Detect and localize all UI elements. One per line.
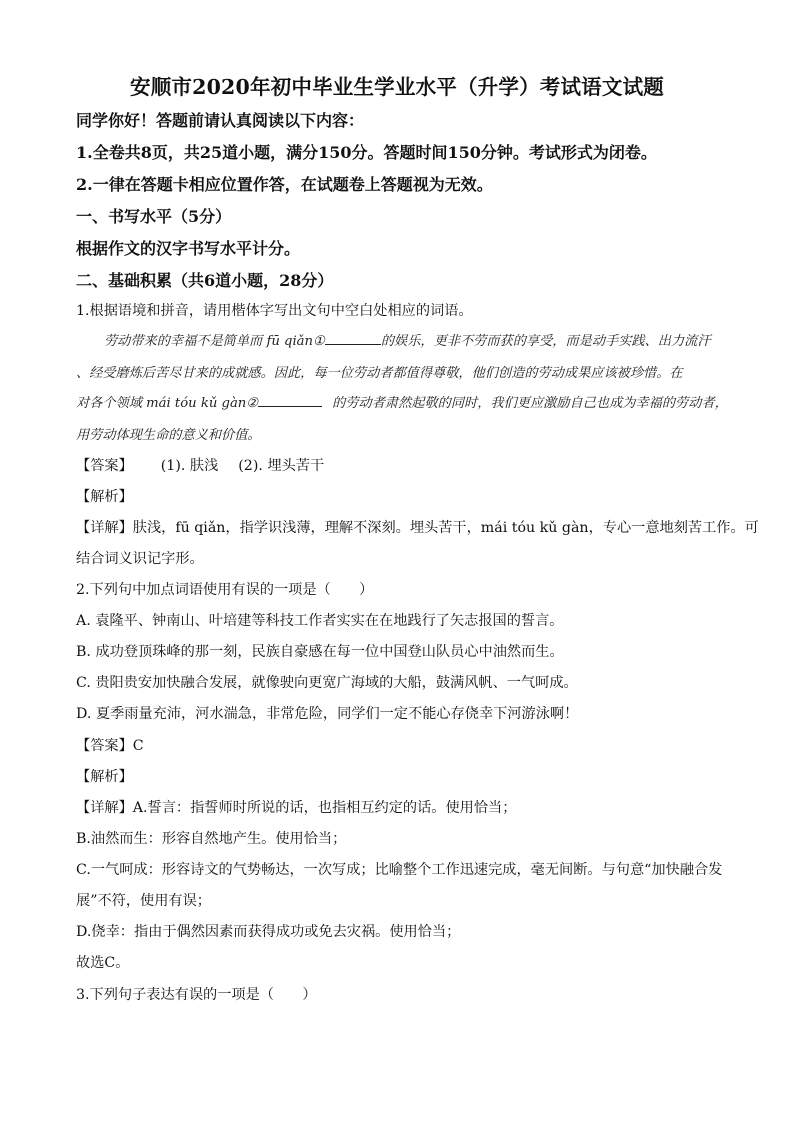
- q2-answer: 【答案】C: [76, 738, 144, 754]
- q2-option-b: B. 成功登顶珠峰的那一刻，民族自豪感在每一位中国登山队员心中油然而生。: [76, 644, 564, 660]
- q1-detail-line-2: 结合词义识记字形。: [76, 551, 204, 567]
- section-2-heading: 二、基础积累（共6道小题，28分）: [76, 271, 334, 290]
- q2-analysis-label: 【解析】: [76, 769, 133, 785]
- q2-detail-a: 【详解】A.誓言：指誓师时所说的话，也指相互约定的话。使用恰当；: [76, 800, 517, 816]
- q1-passage-text: 对各个领域 mái tóu kǔ gàn②: [76, 396, 259, 411]
- q1-passage-text: 劳动带来的幸福不是简单而 fū qiǎn①: [104, 334, 325, 349]
- q2-option-c: C. 贵阳贵安加快融合发展，就像驶向更宽广海域的大船，鼓满风帆、一气呵成。: [76, 675, 578, 691]
- q1-detail-line-1: 【详解】肤浅，fū qiǎn，指学识浅薄，理解不深刻。埋头苦干，mái tóu kǔ gàn，专心一意地刻苦工作。可: [76, 520, 759, 536]
- q2-stem: 2.下列句中加点词语使用有误的一项是（ ）: [76, 582, 374, 598]
- q1-answer: [76, 455, 324, 475]
- q3-stem: 3.下列句子表达有误的一项是（ ）: [76, 987, 317, 1003]
- page-title: 安顺市2020年初中毕业生学业水平（升学）考试语文试题: [130, 75, 664, 99]
- intro-greeting: 同学你好！答题前请认真阅读以下内容：: [76, 111, 365, 130]
- q1-passage-line-4: 用劳动体现生命的意义和价值。: [76, 428, 261, 443]
- q2-detail-d: D.侥幸：指由于偶然因素而获得成功或免去灾祸。使用恰当；: [76, 924, 461, 940]
- q2-detail-c-line-2: 展”不符，使用有误；: [76, 893, 211, 909]
- q1-passage-text: 的娱乐，更非不劳而获的享受，而是动手实践、出力流汗: [380, 334, 711, 349]
- q2-detail-c-line-1: C.一气呵成：形容诗文的气势畅达，一次写成；比喻整个工作迅速完成，毫无间断。与句意“加快融合发: [76, 862, 723, 878]
- q2-option-d: D. 夏季雨量充沛，河水湍急，非常危险，同学们一定不能心存侥幸下河游泳啊！: [76, 706, 579, 722]
- answer-label: 【答案】: [76, 458, 133, 474]
- section-1-heading: 一、书写水平（5分）: [76, 207, 232, 226]
- section-1-text: 根据作文的汉字书写水平计分。: [76, 239, 301, 258]
- q1-passage-line-3: [76, 392, 728, 411]
- q1-passage-line-1: [104, 330, 711, 349]
- q1-passage-text: 的劳动者肃然起敬的同时，我们更应激励自己也成为幸福的劳动者，: [332, 396, 728, 411]
- intro-rule-1: 1.全卷共8页，共25道小题，满分150分。答题时间150分钟。考试形式为闭卷。: [76, 143, 657, 162]
- answer-item-2: (2). 埋头苦干: [238, 458, 325, 474]
- answer-item-1: (1). 肤浅: [160, 458, 219, 474]
- q2-conclusion: 故选C。: [76, 955, 130, 971]
- q2-option-a: A. 袁隆平、钟南山、叶培建等科技工作者实实在在地践行了矢志报国的誓言。: [76, 613, 564, 629]
- q1-blank-2: [258, 393, 322, 407]
- q1-passage-line-2: 、经受磨炼后苦尽甘来的成就感。因此，每一位劳动者都值得尊敬，他们创造的劳动成果应该被珍惜。在: [76, 366, 683, 381]
- q1-analysis-label: 【解析】: [76, 489, 133, 505]
- intro-rule-2: 2.一律在答题卡相应位置作答，在试题卷上答题视为无效。: [76, 175, 493, 194]
- q1-stem: 1.根据语境和拼音，请用楷体字写出文句中空白处相应的词语。: [76, 303, 473, 319]
- q1-blank-1: [325, 331, 381, 345]
- q2-detail-b: B.油然而生：形容自然地产生。使用恰当；: [76, 831, 347, 847]
